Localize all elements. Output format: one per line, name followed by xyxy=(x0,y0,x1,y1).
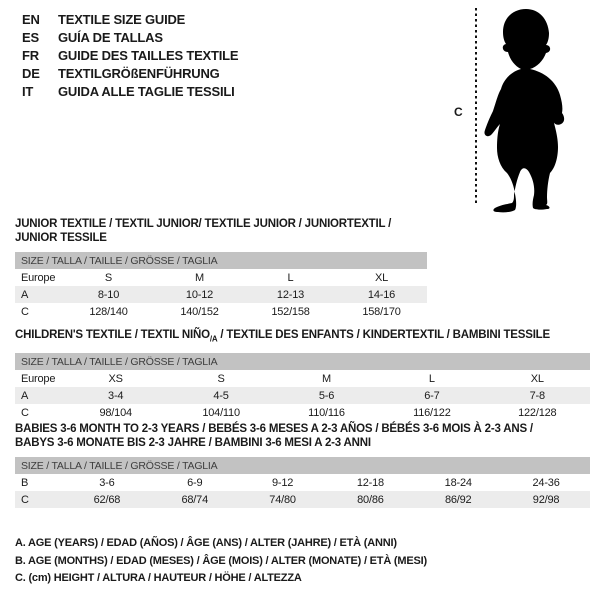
value-cell: 6-9 xyxy=(187,476,203,489)
value-cell: 24-36 xyxy=(532,476,560,489)
value-cell: 116/122 xyxy=(413,406,451,419)
baby-silhouette-icon xyxy=(470,5,580,215)
value-cell: L xyxy=(428,372,435,385)
table-row xyxy=(15,387,590,404)
language-title: GUIDA ALLE TAGLIE TESSILI xyxy=(58,84,235,99)
size-table xyxy=(15,252,427,320)
value-cell: 8-10 xyxy=(97,288,120,301)
value-cell: 128/140 xyxy=(89,305,128,318)
row-label-cell: A xyxy=(21,288,29,301)
height-marker-label: C xyxy=(454,105,463,119)
title-text: CHILDREN'S TEXTILE / TEXTIL NIÑO xyxy=(15,329,210,341)
language-row xyxy=(22,83,238,101)
value-cell: 86/92 xyxy=(444,493,472,506)
table-title xyxy=(15,328,590,346)
title-text: JUNIOR TEXTILE / TEXTIL JUNIOR/ TEXTILE JUNIOR / JUNIORTEXTIL / JUNIOR TESSILE xyxy=(15,218,392,244)
size-table xyxy=(15,353,590,421)
value-cell: 92/98 xyxy=(532,493,560,506)
language-title: TEXTILGRÖßENFÜHRUNG xyxy=(58,66,220,81)
language-row xyxy=(22,47,238,65)
table-row xyxy=(15,404,590,421)
childrens-textile-section xyxy=(15,328,590,421)
value-cell: 140/152 xyxy=(180,305,219,318)
value-cell: 3-6 xyxy=(99,476,115,489)
value-cell: 4-5 xyxy=(213,389,229,402)
value-cell: M xyxy=(321,372,331,385)
row-label-cell: Europe xyxy=(21,271,56,284)
value-cell: 10-12 xyxy=(185,288,214,301)
language-code: EN xyxy=(22,12,40,27)
value-cell: S xyxy=(104,271,113,284)
value-cell: 158/170 xyxy=(362,305,401,318)
table-title-line xyxy=(15,328,590,346)
value-cell: M xyxy=(195,271,204,284)
language-title: TEXTILE SIZE GUIDE xyxy=(58,12,186,27)
table-title-line xyxy=(15,422,590,436)
table-row xyxy=(15,286,427,303)
babies-textile-section xyxy=(15,422,590,508)
table-row xyxy=(15,269,427,286)
row-label-cell: C xyxy=(21,305,29,318)
baby-silhouette-path xyxy=(484,9,564,212)
table-row xyxy=(15,370,590,387)
legend-notes xyxy=(15,535,590,588)
note-line: B. AGE (MONTHS) / EDAD (MESES) / ÂGE (MOIS) / ALTER (MONATE) / ETÀ (MESI) xyxy=(15,554,427,567)
value-cell: 18-24 xyxy=(444,476,472,489)
value-cell: 104/110 xyxy=(202,406,240,419)
value-cell: 74/80 xyxy=(269,493,296,506)
value-cell: 80/86 xyxy=(357,493,384,506)
size-header-row xyxy=(15,457,590,474)
value-cell: 98/104 xyxy=(99,406,132,419)
row-label-cell: C xyxy=(21,406,29,419)
table-row xyxy=(15,303,427,320)
row-label-cell: B xyxy=(21,476,29,489)
language-row xyxy=(22,11,238,29)
language-code: ES xyxy=(22,30,39,45)
value-cell: 6-7 xyxy=(424,389,440,402)
value-cell: 152/158 xyxy=(271,305,310,318)
size-header-row xyxy=(15,252,427,269)
language-title: GUIDE DES TAILLES TEXTILE xyxy=(58,48,239,63)
size-header-cell: SIZE / TALLA / TAILLE / GRÖSSE / TAGLIA xyxy=(15,252,427,269)
note-line: C. (cm) HEIGHT / ALTURA / HAUTEUR / HÖHE / ALTEZZA xyxy=(15,572,302,584)
value-cell: 3-4 xyxy=(108,389,124,402)
baby-figure xyxy=(470,5,580,215)
value-cell: 14-16 xyxy=(367,288,396,301)
table-title-line xyxy=(15,436,590,450)
value-cell: 68/74 xyxy=(181,493,208,506)
value-cell: 12-13 xyxy=(276,288,305,301)
title-text: / TEXTILE DES ENFANTS / KINDERTEXTIL / BAMBINI TESSILE xyxy=(217,329,550,341)
row-label-cell: A xyxy=(21,389,29,402)
row-label-cell: C xyxy=(21,493,29,506)
language-title-list xyxy=(22,11,238,101)
language-row xyxy=(22,29,238,47)
value-cell: L xyxy=(287,271,294,284)
table-title xyxy=(15,217,427,245)
value-cell: 5-6 xyxy=(318,389,335,402)
junior-textile-section xyxy=(15,217,427,320)
size-table xyxy=(15,457,590,508)
value-cell: 9-12 xyxy=(271,476,294,489)
title-text: BABIES 3-6 MONTH TO 2-3 YEARS / BEBÉS 3-6 MESES A 2-3 AÑOS / BÉBÉS 3-6 MOIS À 2-3 ANS / xyxy=(15,423,533,435)
value-cell: XL xyxy=(530,372,544,385)
table-row xyxy=(15,474,590,491)
value-cell: 110/116 xyxy=(308,406,345,419)
table-title xyxy=(15,422,590,450)
size-header-row xyxy=(15,353,590,370)
row-label-cell: Europe xyxy=(21,372,56,385)
value-cell: 122/128 xyxy=(518,406,557,419)
value-cell: S xyxy=(217,372,225,385)
size-header-cell: SIZE / TALLA / TAILLE / GRÖSSE / TAGLIA xyxy=(15,457,590,474)
size-header-cell: SIZE / TALLA / TAILLE / GRÖSSE / TAGLIA xyxy=(15,353,590,370)
value-cell: 7-8 xyxy=(529,389,545,402)
language-code: IT xyxy=(22,84,34,99)
note-line: A. AGE (YEARS) / EDAD (AÑOS) / ÂGE (ANS) / ALTER (JAHRE) / ETÀ (ANNI) xyxy=(15,537,397,549)
language-title: GUÍA DE TALLAS xyxy=(58,30,163,45)
language-row xyxy=(22,65,238,83)
value-cell: 12-18 xyxy=(356,476,384,489)
language-code: DE xyxy=(22,66,40,81)
table-row xyxy=(15,491,590,508)
value-cell: XL xyxy=(374,271,389,284)
title-subscript: /A xyxy=(209,334,218,344)
table-title-line xyxy=(15,217,427,245)
value-cell: 62/68 xyxy=(93,493,121,506)
title-text: BABYS 3-6 MONATE BIS 2-3 JAHRE / BAMBINI 3-6 MESI A 2-3 ANNI xyxy=(15,437,371,449)
language-code: FR xyxy=(22,48,39,63)
value-cell: XS xyxy=(108,372,123,385)
